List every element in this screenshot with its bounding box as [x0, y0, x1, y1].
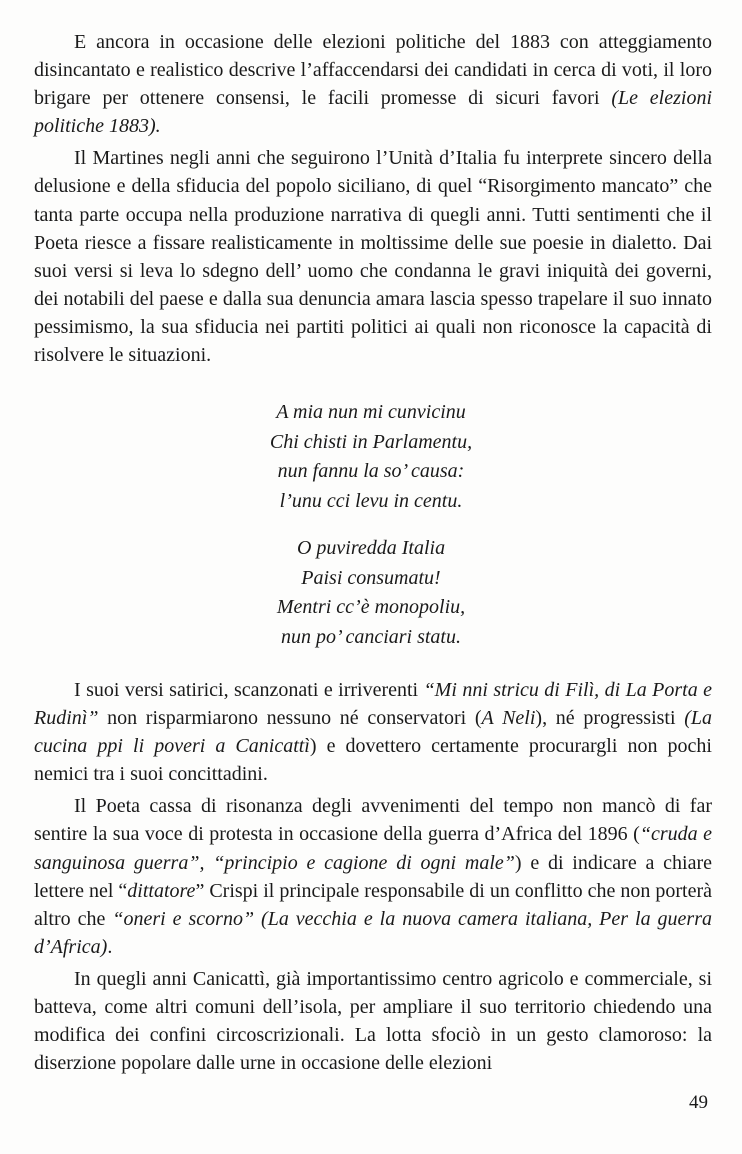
paragraph — [34, 792, 712, 961]
paragraph-italic: dittatore — [127, 879, 196, 902]
paragraph-italic: (Le elezioni politiche 1883). — [34, 87, 713, 138]
paragraph-text: non risparmiarono nessuno né conservatori ( — [98, 707, 482, 730]
poem-line: Chi chisti in Parlamentu, — [269, 430, 473, 453]
poem-line: Paisi consumatu! — [301, 566, 441, 589]
paragraph-italic: “cruda e sanguinosa guerra”, “principio e cagione di ogni male” — [34, 823, 712, 874]
paragraph-italic: “Mi nni stricu di Filì, di La Porta e Rudinì” — [34, 679, 713, 730]
paragraph — [34, 965, 712, 1077]
paragraph-italic: A Neli — [481, 707, 536, 730]
paragraph-text: ) e dovettero certamente procurargli non pochi nemici tra i suoi concittadini. — [34, 735, 712, 786]
text-block-top — [34, 28, 712, 369]
paragraph — [34, 28, 712, 140]
paragraph-text: ) e di indicare a chiare lettere nel “ — [34, 851, 712, 902]
paragraph-text: Il Martines negli anni che seguirono l’Unità d’Italia fu interprete sincero della delusione e della sfiducia del popolo siciliano, di quel “Risorgimento mancato” che tanta parte occupa nella produzione narrativa di quegli anni. Tutti sentimenti che il Poeta riesce a fissare realisticamente in moltissime delle sue poesie in dialetto. Dai suoi versi si leva lo sdegno dell’ uomo che condanna le gravi iniquità dei governi, dei notabili del paese e dalla sua denuncia amara lascia spesso trapelare il suo innato pessimismo, la sua sfiducia nei partiti politici ai quali non riconosce la capacità di risolvere le situazioni. — [34, 147, 712, 367]
paragraph-italic: (La cucina ppi li poveri a Canicattì — [34, 707, 713, 758]
poem-line: nun po’ canciari statu. — [281, 625, 461, 648]
poem-line: A mia nun mi cunvicinu — [276, 401, 466, 423]
paragraph — [34, 144, 712, 369]
text-block-bottom — [34, 676, 712, 1077]
poem-line: O puviredda Italia — [296, 537, 446, 559]
paragraph-text: . — [107, 935, 113, 958]
poem-stanza-2 — [0, 534, 742, 652]
paragraph-text: I suoi versi satirici, scanzonati e irriverenti — [74, 679, 424, 701]
paragraph-text: In quegli anni Canicattì, già importantissimo centro agricolo e commerciale, si batteva, come altri comuni dell’isola, per ampliare il suo territorio chiedendo una modifica dei confini circoscrizionali. La lotta sfociò in un gesto clamoroso: la diserzione popolare dalle urne in occasione delle elezioni — [34, 967, 712, 1075]
paragraph-text: ” Crispi il principale responsabile di un conflitto che non porterà altro che — [34, 879, 712, 930]
paragraph-text: Il Poeta cassa di risonanza degli avvenimenti del tempo non mancò di far sentire la sua voce di protesta in occasione della guerra d’Africa del 1896 ( — [34, 795, 712, 846]
paragraph-text: E ancora in occasione delle elezioni politiche del 1883 con atteggiamento disincantato e realistico descrive l’affaccendarsi dei candidati in cerca di voti, il loro brigare per ottenere consensi, le facili promesse di sicuri favori — [34, 31, 712, 110]
poem-line: nun fannu la so’ causa: — [277, 460, 465, 482]
poem-stanza-1 — [0, 398, 742, 516]
paragraph-text: ), né progressisti — [535, 707, 685, 730]
page-number: 49 — [689, 1092, 708, 1113]
paragraph — [34, 676, 712, 788]
poem-line: Mentri cc’è monopoliu, — [276, 596, 466, 618]
paragraph-italic: “oneri e scorno” (La vecchia e la nuova camera italiana, Per la guerra d’Africa) — [34, 907, 712, 958]
poem-line: l’unu cci levu in centu. — [279, 489, 463, 512]
